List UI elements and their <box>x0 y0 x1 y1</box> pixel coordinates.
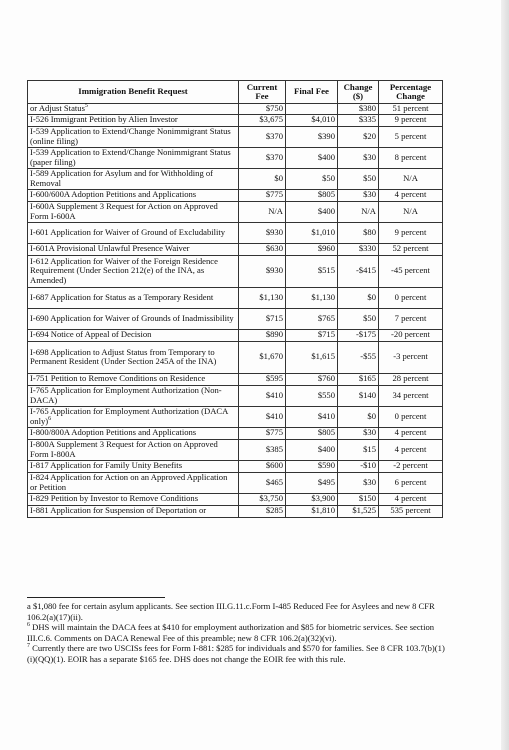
request-cell <box>28 189 239 201</box>
current-fee-cell: $410 <box>239 406 286 427</box>
current-fee-cell: $750 <box>239 104 286 115</box>
percent-change-cell: -20 percent <box>379 329 443 341</box>
change-cell: $140 <box>338 385 379 406</box>
request-text: I-765 Application for Employment Authorization (DACA only) <box>30 406 228 426</box>
change-cell: $80 <box>338 222 379 243</box>
final-fee-cell: $765 <box>286 308 338 329</box>
current-fee-cell: $600 <box>239 460 286 472</box>
request-cell <box>28 114 239 126</box>
final-fee-cell: $495 <box>286 472 338 493</box>
request-text: I-751 Petition to Remove Conditions on Residence <box>30 373 206 384</box>
footnote <box>27 601 445 622</box>
request-text: I-526 Immigrant Petition by Alien Investor <box>30 114 178 125</box>
current-fee-cell: $370 <box>239 147 286 168</box>
table-row <box>28 126 443 147</box>
request-text: I-800/800A Adoption Petitions and Applications <box>30 427 197 438</box>
percent-change-cell: -2 percent <box>379 460 443 472</box>
request-text: I-600A Supplement 3 Request for Action on Approved Form I-600A <box>30 201 218 221</box>
percent-change-cell: 4 percent <box>379 493 443 505</box>
request-text: I-698 Application to Adjust Status from Temporary to Permanent Resident (Under Section 245A of the INA) <box>30 346 217 367</box>
request-cell <box>28 243 239 255</box>
current-fee-cell: $3,750 <box>239 493 286 505</box>
footnote-text: a $1,080 fee for certain asylum applicants. See section III.G.11.c.Form I-485 Reduced Fee for Asylees and new 8 CFR 106.2(a)(17)(ii). <box>27 601 435 622</box>
percent-change-cell: 4 percent <box>379 439 443 460</box>
percent-change-cell: 535 percent <box>379 505 443 517</box>
table-row <box>28 287 443 308</box>
request-cell <box>28 287 239 308</box>
table-row <box>28 427 443 439</box>
header-percentage-change: Percentage Change <box>379 81 443 104</box>
percent-change-cell: 0 percent <box>379 287 443 308</box>
footnote-divider <box>27 597 165 598</box>
table-row <box>28 406 443 427</box>
footnote <box>27 643 445 664</box>
request-text: I-539 Application to Extend/Change Nonimmigrant Status (online filing) <box>30 126 231 146</box>
table-row <box>28 114 443 126</box>
request-cell <box>28 427 239 439</box>
current-fee-cell: $890 <box>239 329 286 341</box>
change-cell: $30 <box>338 147 379 168</box>
final-fee-cell: $760 <box>286 373 338 385</box>
request-cell <box>28 147 239 168</box>
fee-table-body <box>28 104 443 518</box>
request-text: I-881 Application for Suspension of Deportation or <box>30 505 207 516</box>
current-fee-cell: N/A <box>239 201 286 222</box>
request-text: I-539 Application to Extend/Change Nonimmigrant Status (paper filing) <box>30 147 231 167</box>
table-row <box>28 189 443 201</box>
request-cell <box>28 493 239 505</box>
header-final-fee: Final Fee <box>286 81 338 104</box>
final-fee-cell: $390 <box>286 126 338 147</box>
change-cell: $335 <box>338 114 379 126</box>
final-fee-cell: $1,615 <box>286 341 338 373</box>
final-fee-cell: $1,010 <box>286 222 338 243</box>
footnote-number: 6 <box>27 622 30 629</box>
request-cell <box>28 126 239 147</box>
footnote-text: DHS will maintain the DACA fees at $410 for employment authorization and $85 for biometric services. See section III.C.6. Comments on DACA Renewal Fee of this preamble; new 8 CFR 106.2(a)(32)(vi). <box>27 622 435 643</box>
final-fee-cell: $590 <box>286 460 338 472</box>
percent-change-cell: 8 percent <box>379 147 443 168</box>
percent-change-cell: 5 percent <box>379 126 443 147</box>
footnote-marker: 5 <box>84 103 88 110</box>
final-fee-cell: $4,010 <box>286 114 338 126</box>
request-text: I-601A Provisional Unlawful Presence Waiver <box>30 243 190 254</box>
table-row <box>28 222 443 243</box>
footnote <box>27 622 445 643</box>
request-cell <box>28 255 239 287</box>
request-text: I-829 Petition by Investor to Remove Conditions <box>30 493 199 504</box>
current-fee-cell: $930 <box>239 222 286 243</box>
change-cell: $0 <box>338 406 379 427</box>
percent-change-cell: 6 percent <box>379 472 443 493</box>
final-fee-cell: $400 <box>286 201 338 222</box>
table-row <box>28 493 443 505</box>
request-cell <box>28 385 239 406</box>
table-row <box>28 341 443 373</box>
change-cell: $30 <box>338 189 379 201</box>
footnotes <box>27 601 445 665</box>
request-text: I-800A Supplement 3 Request for Action on Approved Form I-800A <box>30 439 218 459</box>
change-cell: $1,525 <box>338 505 379 517</box>
percent-change-cell: 4 percent <box>379 189 443 201</box>
final-fee-cell: $410 <box>286 406 338 427</box>
fee-table <box>27 80 443 518</box>
final-fee-cell: $400 <box>286 439 338 460</box>
page-edge-shadow <box>501 0 509 750</box>
final-fee-cell: $1,130 <box>286 287 338 308</box>
percent-change-cell: 52 percent <box>379 243 443 255</box>
percent-change-cell: 51 percent <box>379 104 443 115</box>
footnote-text: Currently there are two USCISs fees for Form I-881: $285 for individuals and $570 for families. See 8 CFR 103.7(b)(1)(i)(QQ)(1). EOIR has a separate $165 fee. DHS does not change the EOIR fee with this rule. <box>27 643 445 664</box>
change-cell: $330 <box>338 243 379 255</box>
table-row <box>28 373 443 385</box>
request-cell <box>28 460 239 472</box>
request-text: I-690 Application for Waiver of Grounds of Inadmissibility <box>30 312 234 323</box>
table-row <box>28 505 443 517</box>
request-cell <box>28 406 239 427</box>
request-cell <box>28 104 239 115</box>
percent-change-cell: -45 percent <box>379 255 443 287</box>
request-cell <box>28 201 239 222</box>
table-row <box>28 308 443 329</box>
change-cell: $15 <box>338 439 379 460</box>
final-fee-cell: $515 <box>286 255 338 287</box>
current-fee-cell: $595 <box>239 373 286 385</box>
change-cell: $0 <box>338 287 379 308</box>
header-change: Change ($) <box>338 81 379 104</box>
current-fee-cell: $465 <box>239 472 286 493</box>
request-text: I-601 Application for Waiver of Ground of Excludability <box>30 226 226 237</box>
table-row <box>28 201 443 222</box>
current-fee-cell: $1,130 <box>239 287 286 308</box>
change-cell: $30 <box>338 472 379 493</box>
final-fee-cell: $550 <box>286 385 338 406</box>
current-fee-cell: $370 <box>239 126 286 147</box>
request-text: I-589 Application for Asylum and for Withholding of Removal <box>30 168 214 188</box>
final-fee-cell <box>286 104 338 115</box>
percent-change-cell: N/A <box>379 168 443 189</box>
request-cell <box>28 341 239 373</box>
request-text: I-817 Application for Family Unity Benefits <box>30 460 183 471</box>
request-text: I-687 Application for Status as a Temporary Resident <box>30 291 214 302</box>
change-cell: $165 <box>338 373 379 385</box>
final-fee-cell: $805 <box>286 189 338 201</box>
table-row <box>28 472 443 493</box>
change-cell: $50 <box>338 168 379 189</box>
percent-change-cell: 4 percent <box>379 427 443 439</box>
current-fee-cell: $775 <box>239 189 286 201</box>
request-text: or Adjust Status <box>30 103 85 113</box>
table-row <box>28 439 443 460</box>
final-fee-cell: $3,900 <box>286 493 338 505</box>
change-cell: -$10 <box>338 460 379 472</box>
current-fee-cell: $1,670 <box>239 341 286 373</box>
final-fee-cell: $715 <box>286 329 338 341</box>
header-request: Immigration Benefit Request <box>28 81 239 104</box>
change-cell: $20 <box>338 126 379 147</box>
request-cell <box>28 373 239 385</box>
request-text: I-694 Notice of Appeal of Decision <box>30 329 152 340</box>
table-header-row <box>28 81 443 104</box>
request-text: I-824 Application for Action on an Approved Application or Petition <box>30 472 228 492</box>
request-cell <box>28 472 239 493</box>
table-row <box>28 243 443 255</box>
footnote-marker: 6 <box>48 415 52 422</box>
change-cell: $50 <box>338 308 379 329</box>
change-cell: $30 <box>338 427 379 439</box>
table-row <box>28 147 443 168</box>
final-fee-cell: $50 <box>286 168 338 189</box>
change-cell: -$175 <box>338 329 379 341</box>
request-cell <box>28 505 239 517</box>
change-cell: $380 <box>338 104 379 115</box>
change-cell: -$415 <box>338 255 379 287</box>
final-fee-cell: $960 <box>286 243 338 255</box>
table-row <box>28 385 443 406</box>
footnote-number: 7 <box>27 643 30 650</box>
current-fee-cell: $715 <box>239 308 286 329</box>
final-fee-cell: $1,810 <box>286 505 338 517</box>
current-fee-cell: $410 <box>239 385 286 406</box>
table-row <box>28 168 443 189</box>
final-fee-cell: $400 <box>286 147 338 168</box>
request-text: I-600/600A Adoption Petitions and Applications <box>30 189 197 200</box>
current-fee-cell: $285 <box>239 505 286 517</box>
percent-change-cell: 9 percent <box>379 222 443 243</box>
table-row <box>28 329 443 341</box>
percent-change-cell: -3 percent <box>379 341 443 373</box>
table-row <box>28 460 443 472</box>
current-fee-cell: $630 <box>239 243 286 255</box>
request-text: I-765 Application for Employment Authorization (Non-DACA) <box>30 385 222 405</box>
percent-change-cell: 7 percent <box>379 308 443 329</box>
percent-change-cell: 28 percent <box>379 373 443 385</box>
request-cell <box>28 329 239 341</box>
change-cell: N/A <box>338 201 379 222</box>
percent-change-cell: 34 percent <box>379 385 443 406</box>
current-fee-cell: $3,675 <box>239 114 286 126</box>
current-fee-cell: $385 <box>239 439 286 460</box>
table-row <box>28 255 443 287</box>
table-row <box>28 104 443 115</box>
request-cell <box>28 439 239 460</box>
request-cell <box>28 168 239 189</box>
change-cell: -$55 <box>338 341 379 373</box>
percent-change-cell: 9 percent <box>379 114 443 126</box>
current-fee-cell: $775 <box>239 427 286 439</box>
change-cell: $150 <box>338 493 379 505</box>
current-fee-cell: $0 <box>239 168 286 189</box>
request-cell <box>28 308 239 329</box>
percent-change-cell: 0 percent <box>379 406 443 427</box>
percent-change-cell: N/A <box>379 201 443 222</box>
current-fee-cell: $930 <box>239 255 286 287</box>
final-fee-cell: $805 <box>286 427 338 439</box>
request-text: I-612 Application for Waiver of the Foreign Residence Requirement (Under Section 212(e) of the INA, as Amended) <box>30 255 218 285</box>
request-cell <box>28 222 239 243</box>
header-current-fee: Current Fee <box>239 81 286 104</box>
